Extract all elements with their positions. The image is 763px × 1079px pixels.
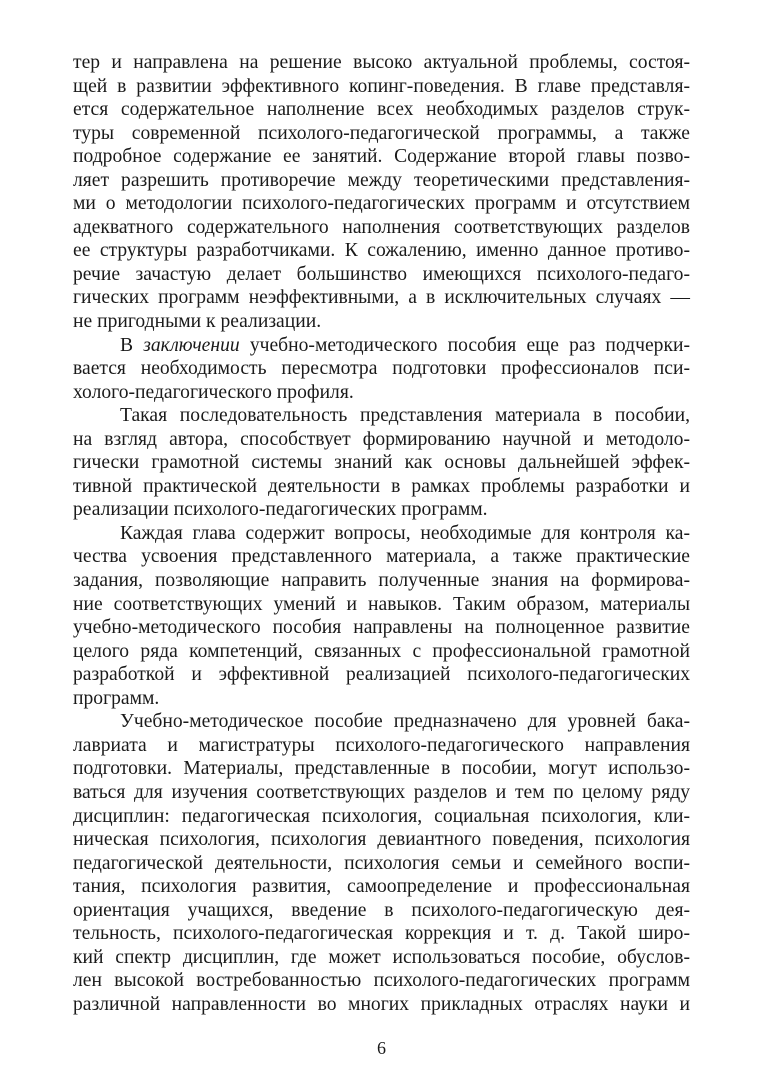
text-line: ориентация учащихся, введение в психолого-педагогическую дея- xyxy=(73,899,690,921)
text-line: лен высокой востребованностью психолого-педагогических программ xyxy=(73,970,690,992)
text-run: В xyxy=(120,334,144,356)
text-line: щей в развитии эффективного копинг-поведения. В главе представля- xyxy=(73,75,690,97)
text-line: реализации психолого-педагогических программ. xyxy=(73,499,488,521)
text-line: ее структуры разработчиками. К сожалению, именно данное противо- xyxy=(73,240,690,262)
text-line: гически грамотной системы знаний как основы дальнейшей эффек- xyxy=(73,452,690,474)
text-line xyxy=(73,334,690,358)
paragraph-1 xyxy=(73,51,690,334)
italic-emphasis: заключении xyxy=(143,334,240,356)
text-line: тер и направлена на решение высоко актуальной проблемы, состоя- xyxy=(73,52,690,73)
text-line: тивной практической деятельности в рамках проблемы разработки и xyxy=(73,475,690,497)
text-line: Учебно-методическое пособие предназначено для уровней бака- xyxy=(120,711,690,733)
text-line: подготовки. Материалы, представленные в пособии, могут использо- xyxy=(73,758,690,780)
text-line: Такая последовательность представления материала в пособии, xyxy=(120,405,690,427)
text-line: чества усвоения представленного материала, а также практические xyxy=(73,546,690,568)
paragraph-4 xyxy=(73,522,690,710)
text-line: гических программ неэффективными, а в исключительных случаях — xyxy=(73,287,690,309)
text-line: туры современной психолого-педагогической программы, а также xyxy=(73,122,690,144)
page-number: 6 xyxy=(377,1038,386,1058)
text-line: ется содержательное наполнение всех необходимых разделов струк- xyxy=(73,99,690,121)
text-line: ние соответствующих умений и навыков. Таким образом, материалы xyxy=(73,593,690,615)
text-line: педагогической деятельности, психология семьи и семейного воспи- xyxy=(73,852,690,874)
text-line: тания, психология развития, самоопределение и профессиональная xyxy=(73,876,690,898)
text-line: различной направленности во многих прикладных отраслях науки и xyxy=(73,993,690,1015)
text-line: дисциплин: педагогическая психология, социальная психология, кли- xyxy=(73,805,690,827)
text-line: адекватного содержательного наполнения соответствующих разделов xyxy=(73,216,690,238)
text-line: ническая психология, психология девиантного поведения, психология xyxy=(73,829,690,851)
text-line: на взгляд автора, способствует формированию научной и методоло- xyxy=(73,428,690,450)
text-line: задания, позволяющие направить полученные знания на формирова- xyxy=(73,570,690,592)
text-line: программ. xyxy=(73,687,160,709)
text-run: учебно-методического пособия еще раз подчерки- xyxy=(239,334,691,356)
text-line: кий спектр дисциплин, где может использоваться пособие, обуслов- xyxy=(73,946,690,968)
body-text xyxy=(73,51,690,1016)
paragraph-3 xyxy=(73,404,690,522)
text-line: холого-педагогического профиля. xyxy=(73,381,354,403)
paragraph-5 xyxy=(73,710,690,1016)
text-line: учебно-методического пособия направлены на полноценное развитие xyxy=(73,617,690,639)
text-line: ваться для изучения соответствующих разделов и тем по целому ряду xyxy=(73,781,690,803)
text-line: целого ряда компетенций, связанных с профессиональной грамотной xyxy=(73,640,690,662)
paragraph-2 xyxy=(73,334,690,405)
text-line: лавриата и магистратуры психолого-педагогического направления xyxy=(73,734,690,756)
text-line: не пригодными к реализации. xyxy=(73,311,322,333)
text-line: подробное содержание ее занятий. Содержание второй главы позво- xyxy=(73,146,690,168)
text-line: ми о методологии психолого-педагогических программ и отсутствием xyxy=(73,193,690,215)
text-line: вается необходимость пересмотра подготовки профессионалов пси- xyxy=(73,358,690,380)
text-line: тельность, психолого-педагогическая коррекция и т. д. Такой широ- xyxy=(73,923,690,945)
text-line: речие зачастую делает большинство имеющихся психолого-педаго- xyxy=(73,263,690,285)
text-line: ляет разрешить противоречие между теоретическими представления- xyxy=(73,169,690,191)
text-line: Каждая глава содержит вопросы, необходимые для контроля ка- xyxy=(120,522,690,544)
text-line: разработкой и эффективной реализацией психолого-педагогических xyxy=(73,664,690,686)
